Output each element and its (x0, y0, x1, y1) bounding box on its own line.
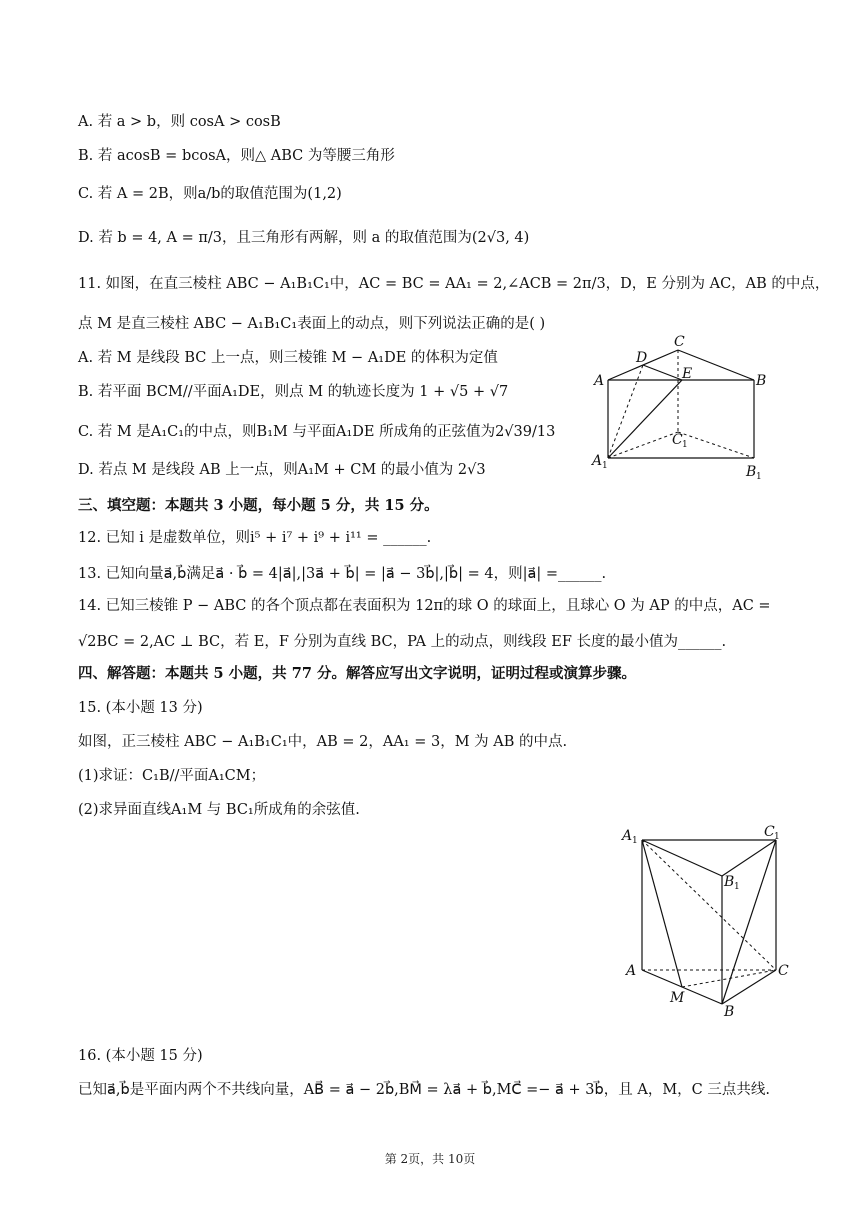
prism-figure-q15 (616, 820, 796, 1020)
question-16-header: 16. (本小题 15 分) (78, 1048, 203, 1064)
figure1-label-b1-sub: 1 (756, 472, 762, 480)
option-d-q11: D. 若点 M 是线段 AB 上一点，则A₁M + CM 的最小值为 2√3 (78, 462, 486, 478)
question-15-part1: (1)求证：C₁B//平面A₁CM； (78, 768, 266, 784)
option-c-q10: C. 若 A = 2B，则a/b的取值范围为(1,2) (78, 186, 342, 202)
question-12: 12. 已知 i 是虚数单位，则i⁵ + i⁷ + i⁹ + i¹¹ = ______. (78, 530, 432, 546)
option-a-q11: A. 若 M 是线段 BC 上一点，则三棱锥 M − A₁DE 的体积为定值 (78, 350, 498, 366)
figure1-label-c1-sub: 1 (682, 440, 688, 450)
figure1-label-c: C (674, 334, 685, 350)
question-14: 14. 已知三棱锥 P − ABC 的各个顶点都在表面积为 12π的球 O 的球面上，且球心 O 为 AP 的中点，AC = (78, 598, 771, 614)
figure2-label-a: A (626, 963, 637, 979)
question-13: 13. 已知向量a⃗,b⃗满足a⃗ · b⃗ = 4|a⃗|,|3a⃗ + b⃗| = |a⃗ − 3b⃗|,|b⃗| = 4，则|a⃗| =______. (78, 566, 607, 582)
figure1-label-c1: C (672, 432, 683, 448)
figure1-label-b1: B (746, 464, 757, 480)
option-d-q10: D. 若 b = 4, A = π/3，且三角形有两解，则 a 的取值范围为(2√3, 4) (78, 230, 530, 246)
figure2-label-m: M (670, 990, 685, 1006)
option-c-q11: C. 若 M 是A₁C₁的中点，则B₁M 与平面A₁DE 所成角的正弦值为2√39/13 (78, 424, 556, 440)
page-footer: 第 2页，共 10页 (384, 1152, 476, 1166)
question-15-header: 15. (本小题 13 分) (78, 700, 203, 716)
figure1-label-a: A (594, 373, 605, 389)
section-heading-solutions: 四、解答题：本题共 5 小题，共 77 分。解答应写出文字说明，证明过程或演算步骤。 (78, 665, 636, 682)
figure2-label-a1-sub: 1 (632, 836, 638, 846)
figure1-label-a1-sub: 1 (602, 461, 608, 471)
question-14-cont: √2BC = 2,AC ⊥ BC，若 E，F 分别为直线 BC，PA 上的动点，则线段 EF 长度的最小值为______. (78, 634, 727, 650)
question-11-stem: 11. 如图，在直三棱柱 ABC − A₁B₁C₁中，AC = BC = AA₁ = 2,∠ACB = 2π/3，D，E 分别为 AC，AB 的中点， (78, 276, 830, 292)
question-16-stem: 已知a⃗,b⃗是平面内两个不共线向量，AB⃗ = a⃗ − 2b⃗,BM⃗ = λa⃗ + b⃗,MC⃗ =− a⃗ + 3b⃗，且 A，M，C 三点共线. (78, 1082, 770, 1098)
section-heading-fill-in: 三、填空题：本题共 3 小题，每小题 5 分，共 15 分。 (78, 497, 439, 514)
question-15-part2: (2)求异面直线A₁M 与 BC₁所成角的余弦值. (78, 802, 360, 818)
figure2-label-c: C (778, 963, 789, 979)
figure2-label-b1-sub: 1 (734, 882, 740, 892)
option-a-q10: A. 若 a > b，则 cosA > cosB (78, 114, 281, 130)
figure1-label-d: D (636, 350, 648, 366)
prism-figure-q11 (586, 330, 776, 480)
question-11-stem-cont: 点 M 是直三棱柱 ABC − A₁B₁C₁表面上的动点，则下列说法正确的是( ) (78, 316, 546, 332)
figure2-label-c1-sub: 1 (774, 832, 780, 842)
figure1-label-b: B (756, 373, 767, 389)
figure2-label-b1: B (724, 874, 735, 890)
option-b-q10: B. 若 acosB = bcosA，则△ ABC 为等腰三角形 (78, 148, 395, 164)
figure1-label-e: E (682, 366, 693, 382)
option-b-q11: B. 若平面 BCM//平面A₁DE，则点 M 的轨迹长度为 1 + √5 + √7 (78, 384, 509, 400)
figure2-label-a1: A (622, 828, 633, 844)
question-15-stem: 如图，正三棱柱 ABC − A₁B₁C₁中，AB = 2，AA₁ = 3，M 为 AB 的中点. (78, 734, 568, 750)
figure2-label-c1: C (764, 824, 775, 840)
figure2-label-b: B (724, 1004, 735, 1020)
figure1-label-a1: A (592, 453, 603, 469)
